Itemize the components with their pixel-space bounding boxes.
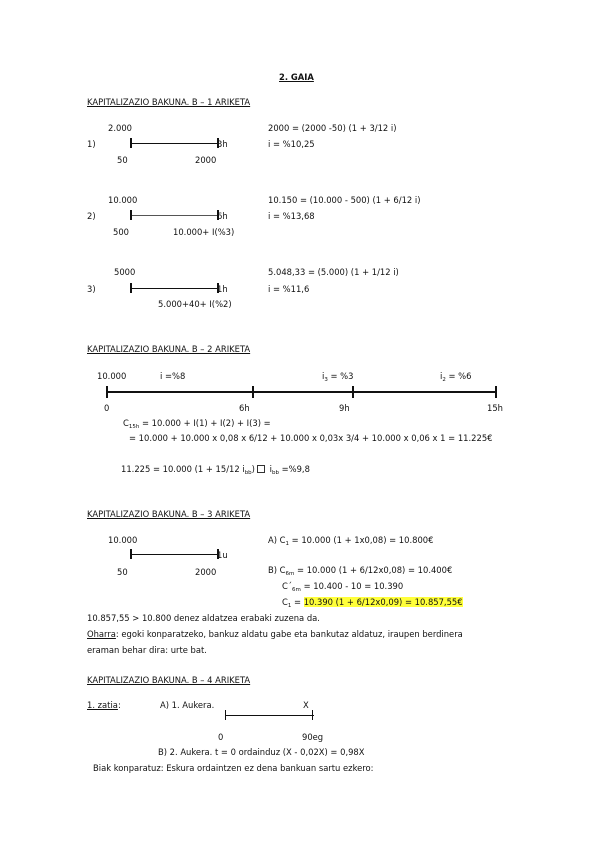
timeline-line — [131, 554, 219, 555]
timeline-top-value: 10.000 — [108, 535, 138, 545]
timeline-line — [131, 215, 219, 216]
timeline-top-value: 10.000 — [108, 195, 138, 205]
section-heading-b2: KAPITALIZAZIO BAKUNA. B – 2 ARIKETA — [87, 344, 251, 354]
timeline-tick-start — [225, 710, 226, 720]
note-label: Oharra — [87, 629, 116, 639]
rate-1: i =%8 — [160, 371, 186, 381]
problem-number: 1) — [87, 139, 96, 149]
timeline-line — [131, 288, 219, 289]
timeline-left-value: 5.000+40+ I(%2) — [158, 299, 232, 309]
timeline-line — [226, 715, 314, 716]
tick-label: 0 — [104, 403, 110, 413]
timeline-tick-start — [130, 138, 132, 148]
equation: 10.150 = (10.000 - 500) (1 + 6/12 i) — [268, 195, 421, 205]
timeline-tick — [252, 386, 254, 398]
equation: 5.048,33 = (5.000) (1 + 1/12 i) — [268, 267, 399, 277]
rate-3: $i_2 = \%6$ — [440, 371, 472, 383]
timeline-end-label: 1h — [217, 284, 228, 294]
timeline-end-label: 3h — [217, 139, 228, 149]
timeline-end-label: 1u — [217, 550, 228, 560]
section-heading-b4: KAPITALIZAZIO BAKUNA. B – 4 ARIKETA — [87, 675, 251, 685]
conclusion: 10.857,55 > 10.800 denez aldatzea erabaki zuzena da. — [87, 613, 320, 623]
timeline-tick-start — [130, 283, 132, 293]
timeline-right-value: 10.000+ I(%3) — [173, 227, 235, 237]
timeline-right-value: 2000 — [195, 567, 217, 577]
tick-label: 9h — [339, 403, 350, 413]
option-b-result: B) $C_{6m} = 10.000$ (1 + 6/12x0,08) = 10.400€ — [268, 565, 453, 577]
timeline-tick-start — [130, 549, 132, 559]
problem-number: 2) — [87, 211, 96, 221]
result: i = %11,6 — [268, 284, 310, 294]
timeline-end-label: 6h — [217, 211, 228, 221]
timeline-line — [131, 143, 219, 144]
timeline-line — [106, 391, 497, 393]
timeline-left-value: 500 — [113, 227, 129, 237]
formula-line-3: 11.225 = 10.000 (1 + 15/12 $i_{bb}$) $i_{bb} =\%9,8$ — [121, 464, 310, 476]
note-line-1: Oharra: egoki konparatzeko, bankuz aldatu gabe eta bankutaz aldatuz, iraupen berdinera — [87, 629, 463, 639]
timeline-tick — [352, 386, 354, 398]
formula-line-2: = 10.000 + 10.000 x 0,08 x 6/12 + 10.000 x 0,03x 3/4 + 10.000 x 0,06 x 1 = 11.225€ — [129, 433, 493, 443]
timeline-left-value: 50 — [117, 155, 128, 165]
tick-label: 6h — [239, 403, 250, 413]
option-b-label: B) 2. Aukera. t = 0 ordainduz (X - 0,02X) = 0,98X — [158, 747, 365, 757]
timeline-end-label: 90eg — [302, 732, 324, 742]
timeline-top-value: 5000 — [114, 267, 136, 277]
formula-line-1: $C_{15h} = 10.000 + I(1) + I(2) + I(3)$ = — [123, 418, 271, 430]
page-title: 2. GAIA — [279, 72, 314, 82]
equation: 2000 = (2000 -50) (1 + 3/12 i) — [268, 123, 397, 133]
part-label: 1. zatia: — [87, 700, 121, 710]
option-b-adjusted: $C´_{6m} = 10.400 - 10 = 10.390$ — [282, 581, 404, 593]
timeline-tick-end — [312, 710, 313, 720]
capital-value: 10.000 — [97, 371, 127, 381]
note-line-2: eraman behar dira: urte bat. — [87, 645, 207, 655]
problem-number: 3) — [87, 284, 96, 294]
option-b-final: $C_1 = 10.390$ (1 + 6/12x0,09) = 10.857,55€ — [282, 597, 463, 609]
rate-2: $i_3 = \%3$ — [322, 371, 354, 383]
result: i = %13,68 — [268, 211, 315, 221]
option-a-label: A) 1. Aukera. — [160, 700, 215, 710]
section-heading-b3: KAPITALIZAZIO BAKUNA. B – 3 ARIKETA — [87, 509, 251, 519]
result: i = %10,25 — [268, 139, 315, 149]
timeline-tick — [495, 386, 497, 398]
comparison-text: Biak konparatuz: Eskura ordaintzen ez dena bankuan sartu ezkero: — [93, 763, 374, 773]
timeline-start-label: 0 — [218, 732, 224, 742]
timeline-tick — [106, 386, 108, 398]
timeline-right-value: 2000 — [195, 155, 217, 165]
option-a-result: A) $C_1 = 10.000$ (1 + 1x0,08) = 10.800€ — [268, 535, 434, 547]
timeline-tick-start — [130, 210, 132, 220]
timeline-x-value: X — [303, 700, 309, 710]
timeline-top-value: 2.000 — [108, 123, 132, 133]
checkbox-symbol-icon — [257, 465, 265, 473]
tick-label: 15h — [487, 403, 503, 413]
highlighted-result: 10.390 (1 + 6/12x0,09) = 10.857,55€ — [303, 597, 463, 607]
section-heading-b1: KAPITALIZAZIO BAKUNA. B – 1 ARIKETA — [87, 97, 251, 107]
timeline-left-value: 50 — [117, 567, 128, 577]
